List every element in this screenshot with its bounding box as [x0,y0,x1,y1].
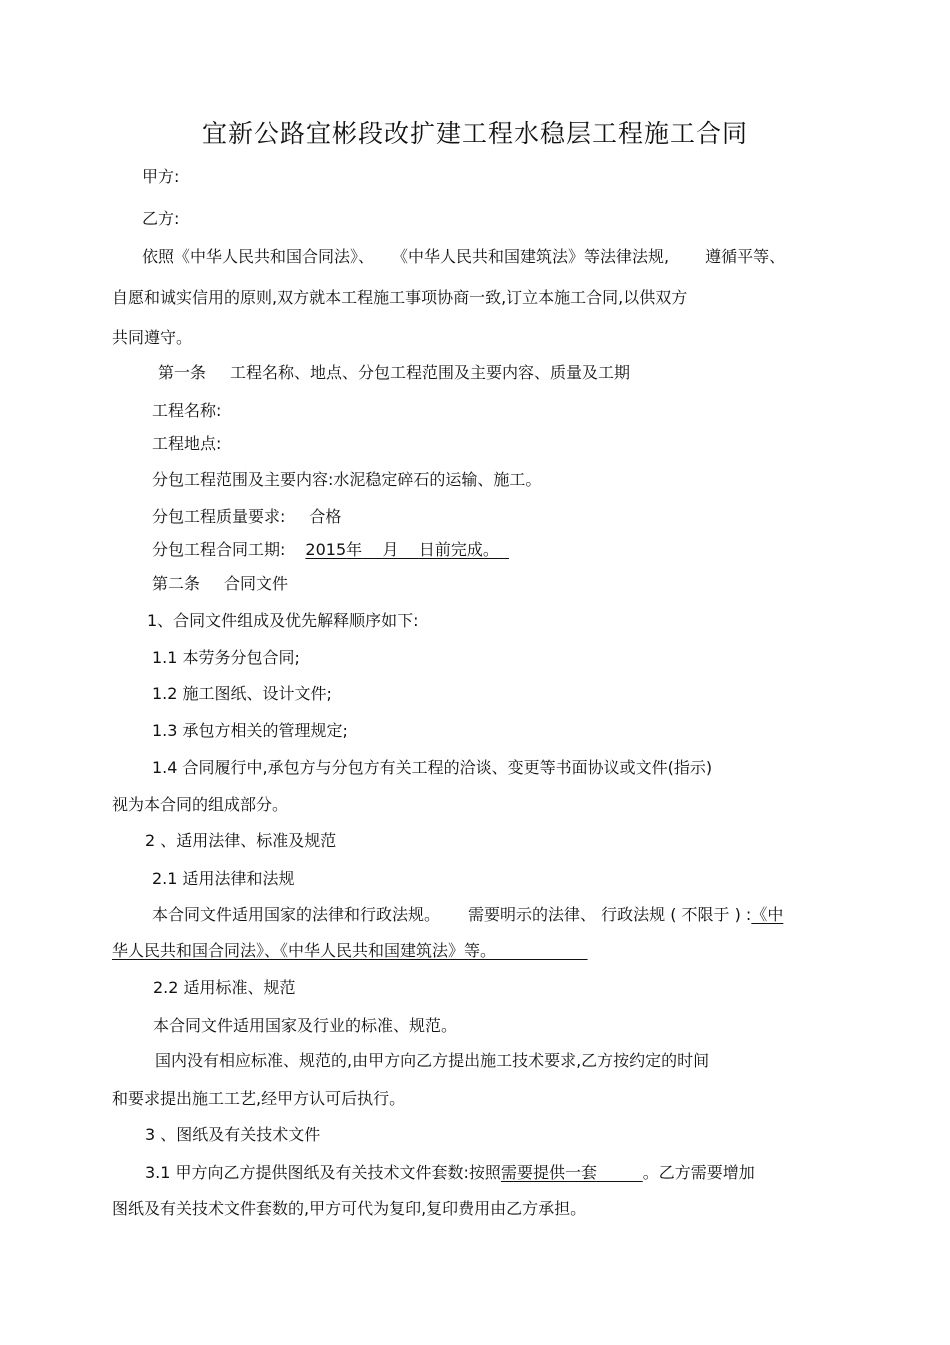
section-3: 3 、图纸及有关技术文件 [145,1125,321,1144]
article-2-heading [152,573,288,595]
intro-text: 遵循平等、 [705,247,786,266]
quality-label: 分包工程质量要求: [152,507,286,526]
item-2-2-para: 本合同文件适用国家及行业的标准、规范。 [153,1016,458,1035]
drawings-text: 。乙方需要增加 [642,1163,755,1182]
item-3-1-cont: 图纸及有关技术文件套数的,甲方可代为复印,复印费用由乙方承担。 [112,1199,587,1218]
item-2-2: 2.2 适用标准、规范 [153,978,296,997]
subcontract-scope: 分包工程范围及主要内容:水泥稳定碎石的运输、施工。 [152,470,542,489]
intro-line-1 [142,246,785,268]
item-2-2-para-2-cont: 和要求提出施工工艺,经甲方认可后执行。 [112,1089,406,1108]
party-a-label: 甲方: [142,167,180,186]
item-1-2: 1.2 施工图纸、设计文件; [152,684,332,703]
item-1-4: 1.4 合同履行中,承包方与分包方有关工程的洽谈、变更等书面协议或文件(指示) [152,758,713,777]
section-1: 1、合同文件组成及优先解释顺序如下: [147,611,419,630]
article-number: 第二条 [152,574,201,593]
item-1-3: 1.3 承包方相关的管理规定; [152,721,348,740]
intro-text: 依照《中华人民共和国合同法》、 [142,247,375,266]
section-2: 2 、适用法律、标准及规范 [145,831,337,850]
intro-line-2: 自愿和诚实信用的原则,双方就本工程施工事项协商一致,订立本施工合同,以供双方 [112,288,688,307]
laws-list-cont: 华人民共和国合同法》、《中华人民共和国建筑法》等。 [112,941,497,960]
laws-list-start: 《中 [751,905,784,924]
item-1-1: 1.1 本劳务分包合同; [152,648,300,667]
item-3-1 [145,1162,755,1184]
article-number: 第一条 [158,363,207,382]
period-label: 分包工程合同工期: [152,540,286,559]
party-b-label: 乙方: [142,209,180,228]
project-place-label: 工程地点: [152,434,222,453]
article-title: 工程名称、地点、分包工程范围及主要内容、质量及工期 [230,363,631,382]
article-title: 合同文件 [224,574,289,593]
article-1-heading [158,362,630,384]
item-2-1: 2.1 适用法律和法规 [152,869,295,888]
document-title: 宜新公路宜彬段改扩建工程水稳层工程施工合同 [201,119,748,148]
item-1-4-cont: 视为本合同的组成部分。 [112,795,289,814]
period-value: 2015年 月 日前完成。 [305,540,499,559]
contract-period [152,539,509,561]
intro-text: 《中华人民共和国建筑法》等法律法规, [392,247,670,266]
laws-text: 需要明示的法律、 行政法规 ( 不限于 ) : [468,905,752,924]
laws-text: 本合同文件适用国家的法律和行政法规。 [152,905,441,924]
laws-list [112,940,588,962]
item-2-2-para-2: 国内没有相应标准、规范的,由甲方向乙方提出施工技术要求,乙方按约定的时间 [155,1051,710,1070]
intro-line-3: 共同遵守。 [112,328,193,347]
quality-requirement [152,506,341,528]
project-name-label: 工程名称: [152,401,222,420]
item-2-1-para [152,904,783,926]
drawings-text: 3.1 甲方向乙方提供图纸及有关技术文件套数:按照 [145,1163,501,1182]
drawings-quantity: 需要提供一套 [500,1163,597,1182]
quality-value: 合格 [309,507,342,526]
